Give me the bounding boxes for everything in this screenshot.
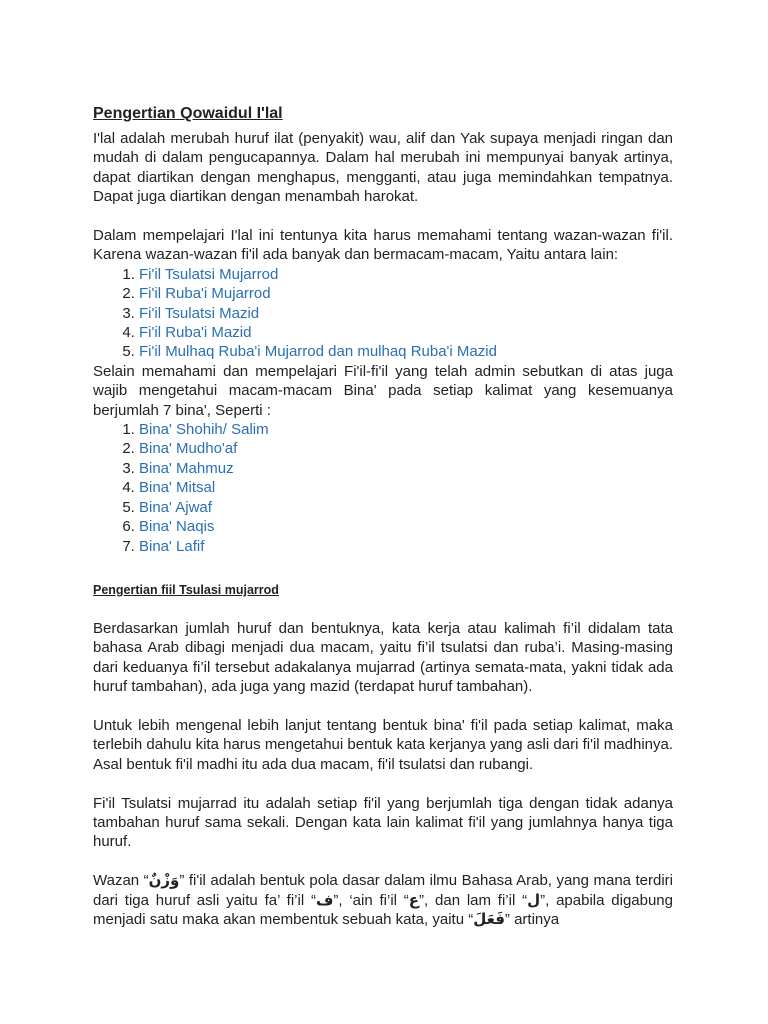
list-item[interactable] xyxy=(139,420,673,439)
bina-link[interactable]: Bina' Mudho'af xyxy=(139,440,238,458)
text-run: ”, dan lam fi’il “ xyxy=(419,891,528,909)
text-run: Wazan “ xyxy=(93,872,149,890)
paragraph-jumlah-huruf: Berdasarkan jumlah huruf dan bentuknya, kata kerja atau kalimah fi’il didalam tata bahasa Arab dibagi menjadi dua macam, yaitu fi’il tsulatsi dan ruba’i. Masing-masing dari keduanya fi’il tersebut adakalanya mujarrad (artinya semata-mata, yakni tidak ada huruf tambahan), ada juga yang mazid (terdapat huruf tambahan). xyxy=(93,619,673,696)
bina-link[interactable]: Bina' Naqis xyxy=(139,518,215,536)
text-run: ”, apabila digabung menjadi satu maka akan membentuk sebuah kata, yaitu “ xyxy=(93,891,673,928)
wazan-intro-paragraph: Dalam mempelajari I'lal ini tentunya kita harus memahami tentang wazan-wazan fi'il. Karena wazan-wazan fi'il ada banyak dan bermacam-macam, Yaitu antara lain: xyxy=(93,227,673,264)
bina-link[interactable]: Bina' Ajwaf xyxy=(139,498,212,516)
bina-intro-paragraph: Selain memahami dan mempelajari Fi'il-fi'il yang telah admin sebutkan di atas juga wajib mengetahui macam-macam Bina' pada setiap kalimat yang kesemuanya berjumlah 7 bina', Seperti : xyxy=(93,362,673,419)
list-item[interactable] xyxy=(139,517,673,536)
wazan-link[interactable]: Fi'il Tsulatsi Mujarrod xyxy=(139,265,279,283)
intro-paragraph: I'lal adalah merubah huruf ilat (penyakit) wau, alif dan Yak supaya menjadi ringan dan mudah di dalam pengucapannya. Dalam hal merubah ini mempunyai banyak artinya, dapat diartikan dengan menghapus, mengganti, atau juga memindahkan tempatnya. Dapat juga diartikan dengan menambah harokat. xyxy=(93,130,673,206)
list-item[interactable] xyxy=(139,478,673,497)
arabic-word: وَزْنٌ xyxy=(148,871,180,890)
arabic-word: فَعَلَ xyxy=(473,909,505,928)
wazan-list xyxy=(93,265,673,362)
wazan-link[interactable]: Fi'il Tsulatsi Mazid xyxy=(139,304,260,322)
list-item[interactable] xyxy=(139,342,673,361)
wazan-link[interactable]: Fi'il Ruba'i Mazid xyxy=(139,324,252,342)
bina-link[interactable]: Bina' Mahmuz xyxy=(139,459,234,477)
bina-link[interactable]: Bina' Lafif xyxy=(139,537,205,555)
section-subtitle: Pengertian fiil Tsulasi mujarrod xyxy=(93,582,279,597)
wazan-link[interactable]: Fi'il Ruba'i Mujarrod xyxy=(139,285,271,303)
arabic-letter: ف xyxy=(315,890,334,909)
list-item[interactable] xyxy=(139,284,673,303)
wazan-link[interactable]: Fi'il Mulhaq Ruba'i Mujarrod dan mulhaq Ruba'i Mazid xyxy=(139,343,497,361)
text-run: ” artinya xyxy=(504,910,560,928)
list-item[interactable] xyxy=(139,498,673,517)
bina-link[interactable]: Bina' Mitsal xyxy=(139,479,216,497)
list-item[interactable] xyxy=(139,537,673,556)
arabic-letter: ل xyxy=(527,890,541,909)
paragraph-bentuk-bina: Untuk lebih mengenal lebih lanjut tentang bentuk bina' fi'il pada setiap kalimat, maka terlebih dahulu kita harus mengetahui bentuk kata kerjanya yang asli dari fi'il madhinya. Asal bentuk fi'il madhi itu ada dua macam, fi'il tsulatsi dan rubangi. xyxy=(93,716,673,773)
list-item[interactable] xyxy=(139,265,673,284)
list-item[interactable] xyxy=(139,459,673,478)
text-run: ” fi'il adalah bentuk pola dasar dalam ilmu Bahasa Arab, yang mana terdiri dari tiga huruf asli yaitu fa’ fi’il “ xyxy=(93,872,673,909)
paragraph-tsulatsi-mujarrad: Fi'il Tsulatsi mujarrad itu adalah setiap fi'il yang berjumlah tiga dengan tidak adanya tambahan huruf sama sekali. Dengan kata lain kalimat fi'il yang jumlahnya hanya tiga huruf. xyxy=(93,794,673,851)
list-item[interactable] xyxy=(139,439,673,458)
arabic-letter: ع xyxy=(408,890,420,909)
bina-list xyxy=(93,420,673,556)
text-run: ”, ‘ain fi’il “ xyxy=(333,891,409,909)
document-page xyxy=(93,104,673,929)
list-item[interactable] xyxy=(139,323,673,342)
list-item[interactable] xyxy=(139,304,673,323)
paragraph-wazan xyxy=(93,871,673,929)
page-title: Pengertian Qowaidul I'lal xyxy=(93,105,283,122)
bina-link[interactable]: Bina' Shohih/ Salim xyxy=(139,421,269,439)
